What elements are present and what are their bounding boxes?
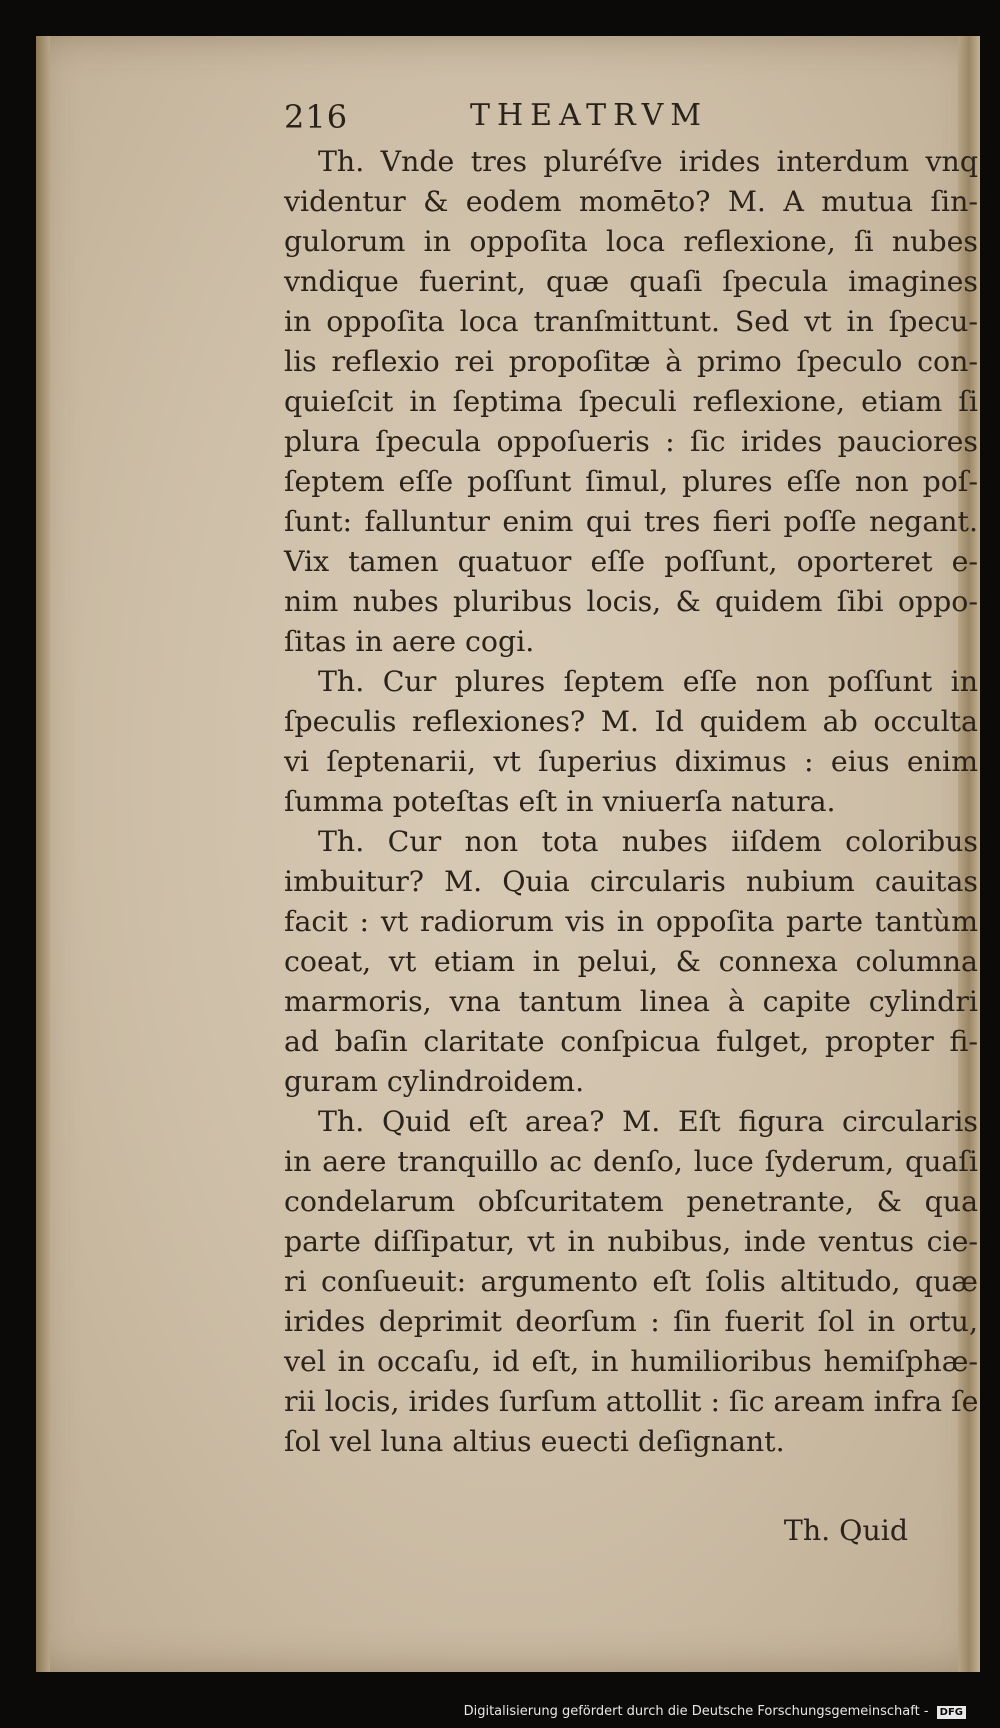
text-line: lis reflexio rei propoſitæ à primo ſpeculo con- <box>284 345 978 378</box>
text-line: condelarum obſcuritatem penetrante, & qua <box>284 1185 978 1218</box>
text-line: vndique fuerint, quæ quaſi ſpecula imagines <box>284 265 978 298</box>
text-line: ſeptem eſſe poſſunt ſimul, plures eſſe non poſ- <box>284 465 978 498</box>
text-line: marmoris, vna tantum linea à capite cylindri <box>284 985 978 1018</box>
page-number: 216 <box>284 98 349 136</box>
text-line: irides deprimit deorſum : ſin fuerit ſol in ortu, <box>284 1305 978 1338</box>
text-line: guram cylindroidem. <box>284 1065 585 1098</box>
text-line: ſol vel luna altius euecti deſignant. <box>284 1425 785 1458</box>
text-line: ſumma poteſtas eſt in vniuerſa natura. <box>284 785 836 818</box>
footer-credit-text: Digitalisierung gefördert durch die Deutsche Forschungsgemeinschaft - <box>463 1704 929 1719</box>
page-gutter-edge <box>36 36 50 1672</box>
text-line: nim nubes pluribus locis, & quidem ſibi oppo- <box>284 585 978 618</box>
text-line: parte diſſipatur, vt in nubibus, inde ventus cie- <box>284 1225 978 1258</box>
text-line: quieſcit in ſeptima ſpeculi reflexione, etiam ſi <box>284 385 978 418</box>
page-header <box>284 98 830 138</box>
text-line: Th. Vnde tres pluréſve irides interdum vnq <box>318 145 978 178</box>
text-line: Th. Cur non tota nubes iiſdem coloribus <box>318 825 978 858</box>
text-line: ad baſin claritate conſpicua fulget, propter fi- <box>284 1025 978 1058</box>
text-line: facit : vt radiorum vis in oppoſita parte tantùm <box>284 905 978 938</box>
text-line: rii locis, irides ſurſum attollit : ſic aream infra ſe <box>284 1385 979 1418</box>
text-line: imbuitur? M. Quia circularis nubium cauitas <box>284 865 978 898</box>
text-line: ſitas in aere cogi. <box>284 625 535 658</box>
text-line: ſunt: falluntur enim qui tres fieri poſſe negant. <box>284 505 978 538</box>
digitization-footer <box>0 1692 1000 1728</box>
text-line: vel in occaſu, id eſt, in humilioribus hemiſphæ- <box>284 1345 978 1378</box>
running-title: THEATRVM <box>470 98 709 133</box>
footer-credit <box>464 1704 966 1719</box>
text-line: plura ſpecula oppoſueris : ſic irides pauciores <box>284 425 978 458</box>
dfg-logo-icon: DFG <box>937 1706 966 1719</box>
text-line: gulorum in oppoſita loca reflexione, ſi nubes <box>284 225 978 258</box>
text-line: vi ſeptenarii, vt ſuperius diximus : eius enim <box>284 745 978 778</box>
text-line: in aere tranquillo ac denſo, luce ſyderum, quaſi <box>284 1145 978 1178</box>
text-line: Th. Cur plures ſeptem eſſe non poſſunt in <box>318 665 978 698</box>
catchword: Th. Quid <box>783 1514 908 1547</box>
text-line: ſpeculis reflexiones? M. Id quidem ab occulta <box>284 705 978 738</box>
body-text <box>284 142 978 1462</box>
book-page <box>36 36 980 1672</box>
text-line: coeat, vt etiam in pelui, & connexa columna <box>284 945 978 978</box>
text-line: videntur & eodem momēto? M. A mutua ſin- <box>284 185 978 218</box>
text-line: Th. Quid eſt area? M. Eſt figura circularis <box>318 1105 978 1138</box>
text-line: ri conſueuit: argumento eſt ſolis altitudo, quæ <box>284 1265 978 1298</box>
text-line: in oppoſita loca tranſmittunt. Sed vt in ſpecu- <box>284 305 978 338</box>
text-line: Vix tamen quatuor eſſe poſſunt, oporteret e- <box>284 545 978 578</box>
